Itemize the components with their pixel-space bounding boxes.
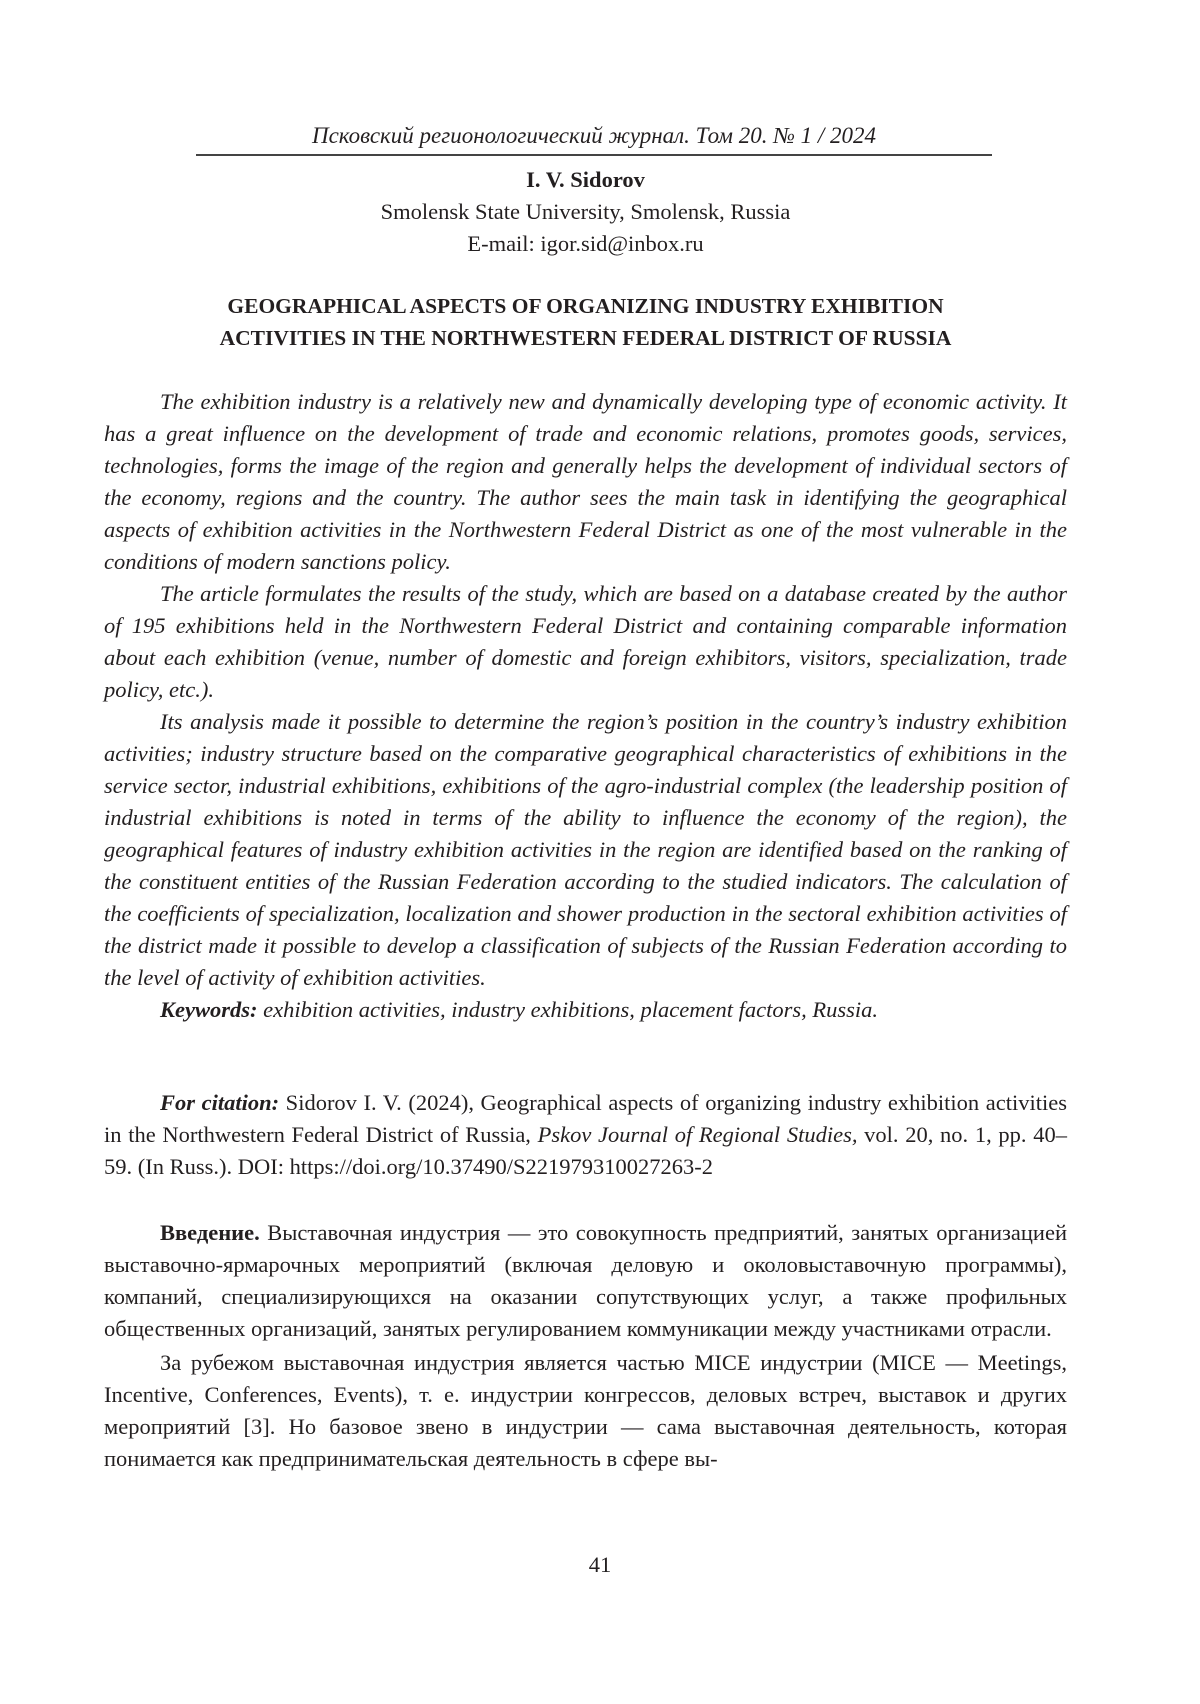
article-title — [104, 290, 1067, 354]
citation-text: Sidorov I. V. (2024), Geographical aspects of organizing industry exhibition activities in the Northwestern Federal District of Russia, — [104, 1090, 1067, 1147]
citation-journal: Pskov Journal of Regional Studies, — [538, 1122, 858, 1147]
keywords-label: Keywords: — [160, 997, 258, 1022]
abstract-paragraph: The exhibition industry is a relatively new and dynamically developing type of economic activity. It has a great influence on the development of trade and economic relations, promotes goods, services, technologies, forms the image of the region and generally helps the development of individual sectors of the economy, regions and the country. The author sees the main task in identifying the geographical aspects of exhibition activities in the Northwestern Federal District as one of the most vulnerable in the conditions of modern sanctions policy. — [104, 386, 1067, 578]
introduction — [104, 1217, 1067, 1475]
author-name: I. V. Sidorov — [104, 164, 1067, 196]
abstract — [104, 386, 1067, 1026]
abstract-paragraph: Its analysis made it possible to determine the region’s position in the country’s industry exhibition activities; industry structure based on the comparative geographical characteristics of exhibitions in the service sector, industrial exhibitions, exhibitions of the agro-industrial complex (the leadership position of industrial exhibitions is noted in terms of the ability to influence the economy of the region), the geographical features of industry exhibition activities in the region are identified based on the ranking of the constituent entities of the Russian Federation according to the studied indicators. The calculation of the coefficients of specialization, localization and shower production in the sectoral exhibition activities of the district made it possible to develop a classification of subjects of the Russian Federation according to the level of activity of exhibition activities. — [104, 706, 1067, 994]
keywords-text: exhibition activities, industry exhibitions, placement factors, Russia. — [258, 997, 879, 1022]
intro-label: Введение. — [160, 1220, 260, 1245]
title-line-2: ACTIVITIES IN THE NORTHWESTERN FEDERAL DISTRICT OF RUSSIA — [104, 322, 1067, 354]
page-number: 41 — [0, 1552, 1200, 1578]
citation — [104, 1087, 1067, 1183]
intro-paragraph-1: Выставочная индустрия — это совокупность предприятий, занятых организацией выставочно-ярмарочных мероприятий (включая деловую и околовыставочную программы), компаний, специализирующихся на оказании сопутствующих услуг, а также профильных общественных организаций, занятых регулированием коммуникации между участниками отрасли. — [104, 1220, 1067, 1341]
citation-text-2: vol. 20, no. 1, pp. 40–59. (In Russ.). DOI: https://doi.org/10.37490/S221979310027263-2 — [104, 1122, 1067, 1179]
running-header: Псковский регионологический журнал. Том 20. № 1 / 2024 — [196, 122, 992, 156]
author-block — [104, 164, 1067, 260]
citation-label: For citation: — [160, 1090, 279, 1115]
keywords — [104, 994, 1067, 1026]
intro-paragraph-2: За рубежом выставочная индустрия является частью MICE индустрии (MICE — Meetings, Incentive, Conferences, Events), т. е. индустрии конгрессов, деловых встреч, выставок и других мероприятий [3]. Но базовое звено в индустрии — сама выставочная деятельность, которая понимается как предпринимательская деятельность в сфере вы- — [104, 1347, 1067, 1475]
author-affiliation: Smolensk State University, Smolensk, Russia — [104, 196, 1067, 228]
author-email: E-mail: igor.sid@inbox.ru — [104, 228, 1067, 260]
abstract-paragraph: The article formulates the results of the study, which are based on a database created by the author of 195 exhibitions held in the Northwestern Federal District and containing comparable information about each exhibition (venue, number of domestic and foreign exhibitors, visitors, specialization, trade policy, etc.). — [104, 578, 1067, 706]
title-line-1: GEOGRAPHICAL ASPECTS OF ORGANIZING INDUSTRY EXHIBITION — [104, 290, 1067, 322]
